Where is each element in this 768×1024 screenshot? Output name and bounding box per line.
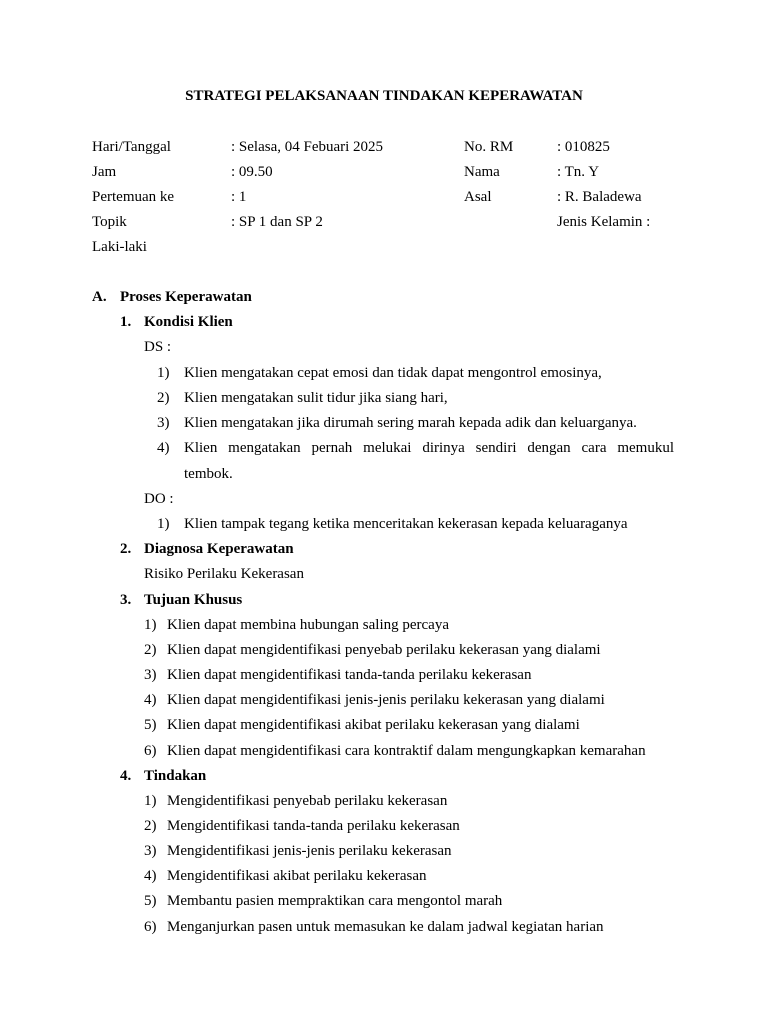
do-label: DO : — [144, 491, 174, 507]
ds-item: Klien mengatakan cepat emosi dan tidak dapat mengontrol emosinya, — [184, 365, 602, 381]
nama-value: : Tn. Y — [557, 164, 600, 180]
document-title: STRATEGI PELAKSANAAN TINDAKAN KEPERAWATAN — [185, 88, 583, 104]
hari-value: : Selasa, 04 Febuari 2025 — [231, 139, 384, 155]
ds-item: Klien mengatakan jika dirumah sering marah kepada adik dan keluarganya. — [184, 415, 637, 431]
s1-num: 1. — [120, 314, 132, 330]
ds-label: DS : — [144, 339, 172, 355]
s3-item: Klien dapat mengidentifikasi cara kontraktif dalam mengungkapkan kemarahan — [167, 743, 646, 759]
topik-label: Topik — [92, 214, 127, 230]
section-a-marker: A. — [92, 289, 107, 305]
jam-value: : 09.50 — [231, 164, 273, 180]
s3-item: Klien dapat mengidentifikasi jenis-jenis perilaku kekerasan yang dialami — [167, 692, 605, 708]
s3-item: Klien dapat mengidentifikasi akibat perilaku kekerasan yang dialami — [167, 717, 580, 733]
s2-text: Risiko Perilaku Kekerasan — [144, 566, 304, 582]
jenis-kelamin-value: Laki-laki — [92, 239, 147, 255]
s4-item: Membantu pasien mempraktikan cara mengontol marah — [167, 893, 503, 909]
s3-item-num: 5) — [144, 717, 157, 733]
s1-title: Kondisi Klien — [144, 314, 233, 330]
nama-label: Nama — [464, 164, 500, 180]
asal-value: : R. Baladewa — [557, 189, 642, 205]
s4-item-num: 4) — [144, 868, 157, 884]
ds-item: Klien mengatakan sulit tidur jika siang hari, — [184, 390, 448, 406]
ds-item-num: 4) — [157, 440, 170, 456]
do-item: Klien tampak tegang ketika menceritakan kekerasan kepada keluaraganya — [184, 516, 628, 532]
pertemuan-value: : 1 — [231, 189, 247, 205]
ds-item: Klien mengatakan pernah melukai dirinya sendiri dengan cara memukul — [184, 440, 674, 456]
s3-num: 3. — [120, 592, 132, 608]
s4-item-num: 3) — [144, 843, 157, 859]
s3-item-num: 3) — [144, 667, 157, 683]
pertemuan-label: Pertemuan ke — [92, 189, 175, 205]
s4-item-num: 1) — [144, 793, 157, 809]
ds-item-num: 3) — [157, 415, 170, 431]
section-a-title: Proses Keperawatan — [120, 289, 252, 305]
asal-label: Asal — [464, 189, 492, 205]
s4-item-num: 6) — [144, 919, 157, 935]
topik-value: : SP 1 dan SP 2 — [231, 214, 323, 230]
s2-num: 2. — [120, 541, 132, 557]
do-item-num: 1) — [157, 516, 170, 532]
s4-item: Menganjurkan pasen untuk memasukan ke dalam jadwal kegiatan harian — [167, 919, 604, 935]
s4-item: Mengidentifikasi jenis-jenis perilaku kekerasan — [167, 843, 452, 859]
s3-item: Klien dapat membina hubungan saling percaya — [167, 617, 449, 633]
ds-item-num: 2) — [157, 390, 170, 406]
hari-label: Hari/Tanggal — [92, 139, 171, 155]
jenis-kelamin-label: Jenis Kelamin : — [557, 214, 651, 230]
s4-item-num: 5) — [144, 893, 157, 909]
s4-item: Mengidentifikasi penyebab perilaku kekerasan — [167, 793, 448, 809]
s3-item-num: 4) — [144, 692, 157, 708]
s4-item: Mengidentifikasi tanda-tanda perilaku kekerasan — [167, 818, 460, 834]
jam-label: Jam — [92, 164, 117, 180]
s4-item: Mengidentifikasi akibat perilaku kekerasan — [167, 868, 427, 884]
s4-num: 4. — [120, 768, 132, 784]
s3-item-num: 2) — [144, 642, 157, 658]
s3-title: Tujuan Khusus — [144, 592, 243, 608]
norm-label: No. RM — [464, 139, 514, 155]
s4-item-num: 2) — [144, 818, 157, 834]
ds-item-continuation: tembok. — [184, 466, 233, 482]
ds-item-num: 1) — [157, 365, 170, 381]
s2-title: Diagnosa Keperawatan — [144, 541, 294, 557]
s3-item: Klien dapat mengidentifikasi tanda-tanda perilaku kekerasan — [167, 667, 532, 683]
norm-value: : 010825 — [557, 139, 610, 155]
s4-title: Tindakan — [144, 768, 207, 784]
s3-item-num: 1) — [144, 617, 157, 633]
s3-item: Klien dapat mengidentifikasi penyebab perilaku kekerasan yang dialami — [167, 642, 601, 658]
s3-item-num: 6) — [144, 743, 157, 759]
